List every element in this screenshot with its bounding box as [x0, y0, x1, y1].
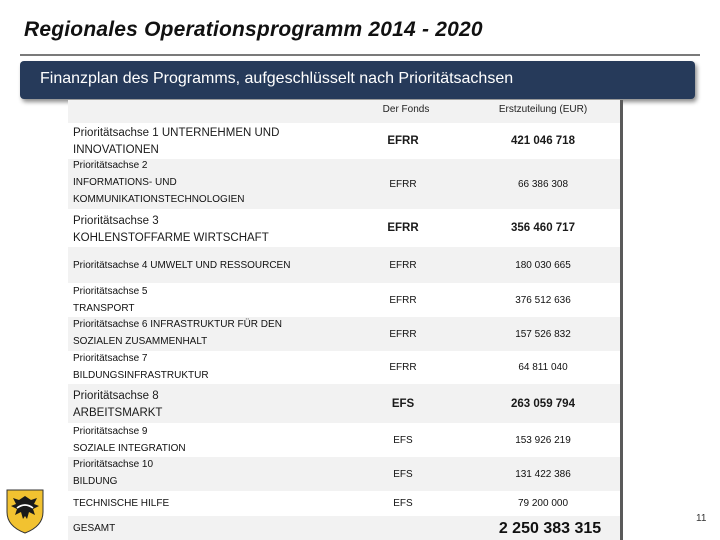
row-amount: 131 422 386: [515, 468, 571, 480]
row-label-line: Prioritätsachse 8: [73, 390, 159, 402]
row-label-line: SOZIALEN ZUSAMMENHALT: [73, 336, 208, 347]
table-row: [68, 283, 620, 317]
row-amount: 376 512 636: [515, 294, 571, 306]
title-divider: [20, 54, 700, 56]
eagle-crest-icon: [5, 488, 45, 534]
row-label: [73, 283, 373, 317]
row-label: [73, 209, 373, 247]
row-amount: 180 030 665: [515, 259, 571, 271]
row-label-line: Prioritätsachse 2: [73, 160, 148, 171]
table-row: [68, 248, 620, 282]
row-fonds: EFRR: [389, 328, 417, 340]
row-amount: 79 200 000: [517, 498, 569, 509]
page-number: 11: [696, 513, 707, 524]
table-row: [68, 160, 620, 208]
row-label-line: Prioritätsachse 10: [73, 459, 154, 470]
row-label-line: Prioritätsachse 6 INFRASTRUKTUR FÜR DEN: [73, 319, 282, 330]
row-label: [73, 160, 373, 208]
row-label: [73, 123, 373, 159]
row-label-line: TRANSPORT: [73, 303, 135, 314]
row-label-line: KOHLENSTOFFARME WIRTSCHAFT: [73, 232, 269, 244]
row-label: [73, 423, 373, 457]
row-label-line: TECHNISCHE HILFE: [73, 498, 170, 509]
row-label: [73, 248, 373, 282]
row-label-line: Prioritätsachse 7: [73, 353, 148, 364]
table-row: [68, 385, 620, 422]
row-fonds: EFRR: [387, 135, 419, 147]
row-label-line: Prioritätsachse 5: [73, 286, 148, 297]
row-amount: 263 059 794: [511, 397, 575, 410]
slide-title: Regionales Operationsprogramm 2014 - 2020: [24, 18, 483, 41]
table-row: [68, 351, 620, 384]
row-label-line: SOZIALE INTEGRATION: [73, 443, 186, 454]
row-fonds: EFRR: [389, 294, 417, 306]
table-row: [68, 318, 620, 350]
row-label-line: ARBEITSMARKT: [73, 407, 163, 419]
row-label-line: Prioritätsachse 1 UNTERNEHMEN UND: [73, 127, 280, 139]
table-row: [68, 491, 620, 516]
row-fonds: EFRR: [389, 259, 417, 271]
table-row: [68, 123, 620, 159]
row-label-line: INNOVATIONEN: [73, 144, 159, 156]
row-label: [73, 491, 373, 516]
row-label: [73, 458, 373, 490]
row-fonds: EFS: [391, 397, 415, 410]
row-label-line: BILDUNG: [73, 476, 118, 487]
row-fonds: EFS: [393, 468, 413, 480]
column-header-fonds: Der Fonds: [382, 104, 430, 115]
banner-text: Finanzplan des Programms, aufgeschlüsselt nach Prioritätsachsen: [40, 70, 514, 87]
column-header-amount: Erstzuteilung (EUR): [498, 104, 588, 115]
row-fonds: EFS: [393, 434, 413, 446]
row-amount: 64 811 040: [518, 362, 568, 373]
total-label: GESAMT: [73, 523, 116, 534]
table-row: [68, 209, 620, 247]
section-banner: [20, 61, 695, 99]
table-row: [68, 458, 620, 490]
row-amount: 66 386 308: [517, 178, 569, 190]
row-label: [73, 385, 373, 422]
row-amount: 157 526 832: [515, 328, 571, 340]
row-amount: 153 926 219: [515, 434, 571, 446]
row-amount: 356 460 717: [511, 222, 575, 234]
row-fonds: EFS: [393, 498, 413, 509]
row-label-line: Prioritätsachse 9: [73, 426, 148, 437]
table-row: [68, 423, 620, 457]
row-label: [73, 351, 373, 384]
row-label-line: INFORMATIONS- UND: [73, 177, 177, 188]
row-label-line: KOMMUNIKATIONSTECHNOLOGIEN: [73, 194, 245, 205]
row-amount: 421 046 718: [511, 135, 575, 147]
row-fonds: EFRR: [389, 362, 417, 373]
row-label-line: Prioritätsachse 4 UMWELT UND RESSOURCEN: [73, 259, 291, 271]
row-fonds: EFRR: [389, 178, 417, 190]
row-label: [73, 318, 373, 350]
row-label-line: Prioritätsachse 3: [73, 215, 159, 227]
row-label-line: BILDUNGSINFRASTRUKTUR: [73, 370, 209, 381]
row-fonds: EFRR: [387, 222, 419, 234]
total-amount: 2 250 383 315: [498, 520, 602, 537]
